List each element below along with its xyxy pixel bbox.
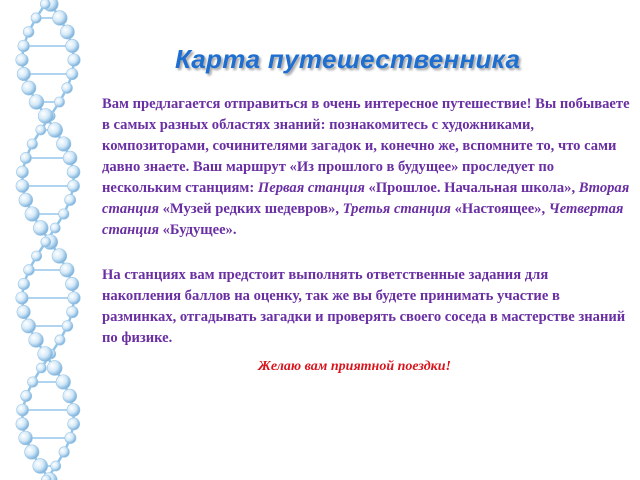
station-3-label: Третья станция (342, 201, 451, 217)
station-1-label: Первая станция (257, 180, 365, 196)
helix-bead (66, 39, 79, 52)
helix-bead (60, 263, 74, 277)
helix-bead (38, 347, 53, 362)
intro-text: Вам предлагается отправиться в очень интересное путешествие! Вы побываете в самых разных областях знаний: познакомитесь с художниками, композиторами, сочинителями загадок и, конечно же, вспомните то, что сами давно знаете. Ваш маршрут «Из прошлого в будущее» проследует по нескольким станциям: (102, 96, 630, 196)
helix-bead (68, 292, 81, 305)
station-2-label: Вторая станция (102, 180, 630, 217)
helix-bead (24, 265, 35, 276)
helix-bead (68, 418, 80, 430)
helix-bead (47, 361, 62, 376)
helix-bead (16, 418, 29, 431)
helix-bead (38, 109, 53, 124)
helix-bead (56, 137, 70, 152)
tasks-paragraph: На станциях вам предстоит выполнять ответственные задания для накопления баллов на оценку, так же вы будете принимать участие в разминках, отгадывать загадки и проверять своего соседа в мастерстве знаний по физике. (102, 267, 626, 346)
helix-bead (59, 209, 70, 220)
helix-bead (31, 251, 41, 261)
helix-bead (56, 375, 71, 390)
helix-bead (36, 125, 46, 135)
helix-bead (19, 431, 33, 445)
helix-bead (17, 305, 30, 318)
helix-bead (40, 0, 50, 9)
helix-bead (62, 83, 73, 94)
helix-bead (65, 194, 76, 205)
station-3-name: «Настоящее», (450, 201, 549, 217)
station-2-name: «Музей редких шедевров», (158, 201, 343, 217)
helix-bead (67, 403, 80, 416)
helix-bead (65, 277, 78, 290)
closing-wish: Желаю вам приятной поездки! (258, 359, 451, 374)
helix-bead (16, 292, 28, 304)
helix-bead (59, 447, 70, 458)
intro-paragraph (102, 94, 630, 241)
helix-bead (27, 139, 38, 150)
helix-bead (54, 97, 64, 107)
station-4-label: Четвертая станция (102, 201, 624, 238)
helix-bead (63, 151, 77, 165)
helix-bead (22, 81, 36, 95)
helix-bead (16, 166, 28, 178)
station-1-name: «Прошлое. Начальная школа», (364, 180, 579, 196)
helix-bead (21, 319, 35, 333)
helix-bead (53, 11, 68, 26)
helix-bead (33, 459, 48, 474)
helix-bead (23, 27, 34, 38)
helix-bead (29, 95, 44, 110)
helix-bead (60, 25, 74, 39)
helix-bead (31, 13, 41, 23)
helix-bead (41, 237, 51, 247)
helix-bead (18, 278, 30, 290)
helix-bead (68, 180, 80, 192)
helix-bead (33, 221, 48, 236)
helix-bead (67, 306, 79, 318)
helix-bead (52, 249, 67, 264)
helix-bead (62, 321, 73, 332)
helix-bead (16, 54, 29, 67)
helix-bead (55, 335, 65, 345)
helix-bead (20, 152, 31, 163)
helix-bead (36, 363, 46, 373)
station-4-name: «Будущее». (158, 222, 237, 238)
helix-bead (65, 432, 76, 443)
helix-bead (17, 67, 30, 80)
helix-bead (21, 390, 32, 401)
helix-bead (25, 207, 39, 221)
helix-bead (16, 180, 29, 193)
helix-bead (63, 389, 77, 403)
helix-bead (29, 333, 44, 348)
helix-bead (50, 223, 60, 233)
helix-bead (67, 166, 80, 179)
helix-bead (66, 68, 78, 80)
helix-bead (19, 193, 33, 207)
helix-bead (17, 404, 29, 416)
page-title: Карта путешественника (175, 44, 521, 74)
helix-bead (25, 445, 39, 459)
helix-bead (27, 377, 37, 387)
helix-bead (68, 54, 80, 66)
helix-bead (48, 123, 63, 138)
helix-bead (51, 461, 61, 471)
helix-bead (18, 40, 30, 52)
